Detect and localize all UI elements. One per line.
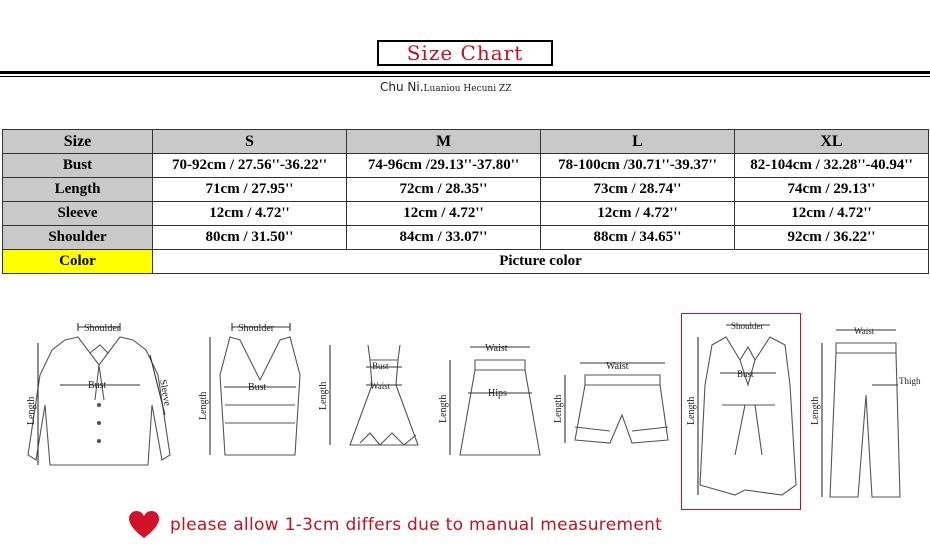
table-row (3, 178, 929, 202)
pants-thigh-label: Thigh (899, 376, 921, 386)
tank-length-label: Length (198, 391, 209, 420)
table-header-row (3, 130, 929, 154)
shirt-diagram (28, 323, 170, 465)
pants-length-label: Length (810, 396, 821, 425)
size-table (2, 129, 929, 274)
note-text: please allow 1-3cm differs due to manual measurement (170, 515, 663, 535)
column-header: XL (735, 130, 929, 154)
row-label: Sleeve (3, 202, 153, 226)
table-cell: 74cm / 29.13'' (735, 178, 929, 202)
table-cell: 71cm / 27.95'' (153, 178, 347, 202)
brand-line (380, 80, 511, 94)
shirt-sleeve-label: Sleeve (157, 378, 173, 407)
header-rule-thick (0, 71, 930, 74)
pants-diagram (822, 330, 900, 497)
shorts-diagram (565, 363, 668, 443)
table-cell: 72cm / 28.35'' (347, 178, 541, 202)
tank-shoulder-label: Shoulder (238, 323, 275, 334)
shorts-waist-label: Waist (606, 361, 629, 372)
shirt-shoulder-label: Shoulder (84, 323, 121, 334)
table-row-color (3, 250, 929, 274)
table-cell: 12cm / 4.72'' (153, 202, 347, 226)
column-header: Size (3, 130, 153, 154)
dress-diagram (330, 345, 418, 445)
row-label: Length (3, 178, 153, 202)
table-row (3, 154, 929, 178)
table-cell: 73cm / 28.74'' (541, 178, 735, 202)
column-header: S (153, 130, 347, 154)
table-cell: 12cm / 4.72'' (541, 202, 735, 226)
skirt-diagram (450, 347, 540, 455)
page-title: Size Chart (377, 40, 553, 66)
table-cell: 92cm / 36.22'' (735, 226, 929, 250)
table-cell: 82-104cm / 32.28''-40.94'' (735, 154, 929, 178)
pants-waist-label: Waist (854, 326, 875, 336)
header-rule-thin (0, 76, 930, 77)
table-row (3, 226, 929, 250)
table-cell: 88cm / 34.65'' (541, 226, 735, 250)
skirt-hips-label: Hips (488, 388, 507, 399)
brand-name: Chu Ni. (380, 80, 424, 94)
heart-icon (128, 510, 160, 540)
table-cell: 70-92cm / 27.56''-36.22'' (153, 154, 347, 178)
dress-waist-label: Waist (370, 381, 391, 391)
measurement-note (128, 510, 662, 540)
coat-shoulder-label: Shoulder (731, 321, 764, 331)
shirt-length-label: Length (26, 396, 37, 425)
row-label: Color (3, 250, 153, 274)
column-header: L (541, 130, 735, 154)
shirt-bust-label: Bust (88, 380, 107, 391)
highlight-frame (681, 313, 801, 510)
skirt-length-label: Length (438, 394, 449, 423)
coat-length-label: Length (686, 396, 697, 425)
skirt-waist-label: Waist (485, 343, 508, 354)
row-label: Shoulder (3, 226, 153, 250)
column-header: M (347, 130, 541, 154)
table-cell: 84cm / 33.07'' (347, 226, 541, 250)
dress-length-label: Length (318, 381, 329, 410)
table-row (3, 202, 929, 226)
table-cell: Picture color (153, 250, 929, 274)
shorts-length-label: Length (553, 394, 564, 423)
dress-bust-label: Bust (372, 361, 389, 371)
table-cell: 12cm / 4.72'' (735, 202, 929, 226)
tank-bust-label: Bust (248, 382, 267, 393)
coat-bust-label: Bust (737, 369, 754, 379)
table-cell: 78-100cm /30.71''-39.37'' (541, 154, 735, 178)
row-label: Bust (3, 154, 153, 178)
brand-subtitle: Luaniou Hecuni ZZ (423, 84, 512, 94)
table-cell: 74-96cm /29.13''-37.80'' (347, 154, 541, 178)
table-cell: 12cm / 4.72'' (347, 202, 541, 226)
table-cell: 80cm / 31.50'' (153, 226, 347, 250)
